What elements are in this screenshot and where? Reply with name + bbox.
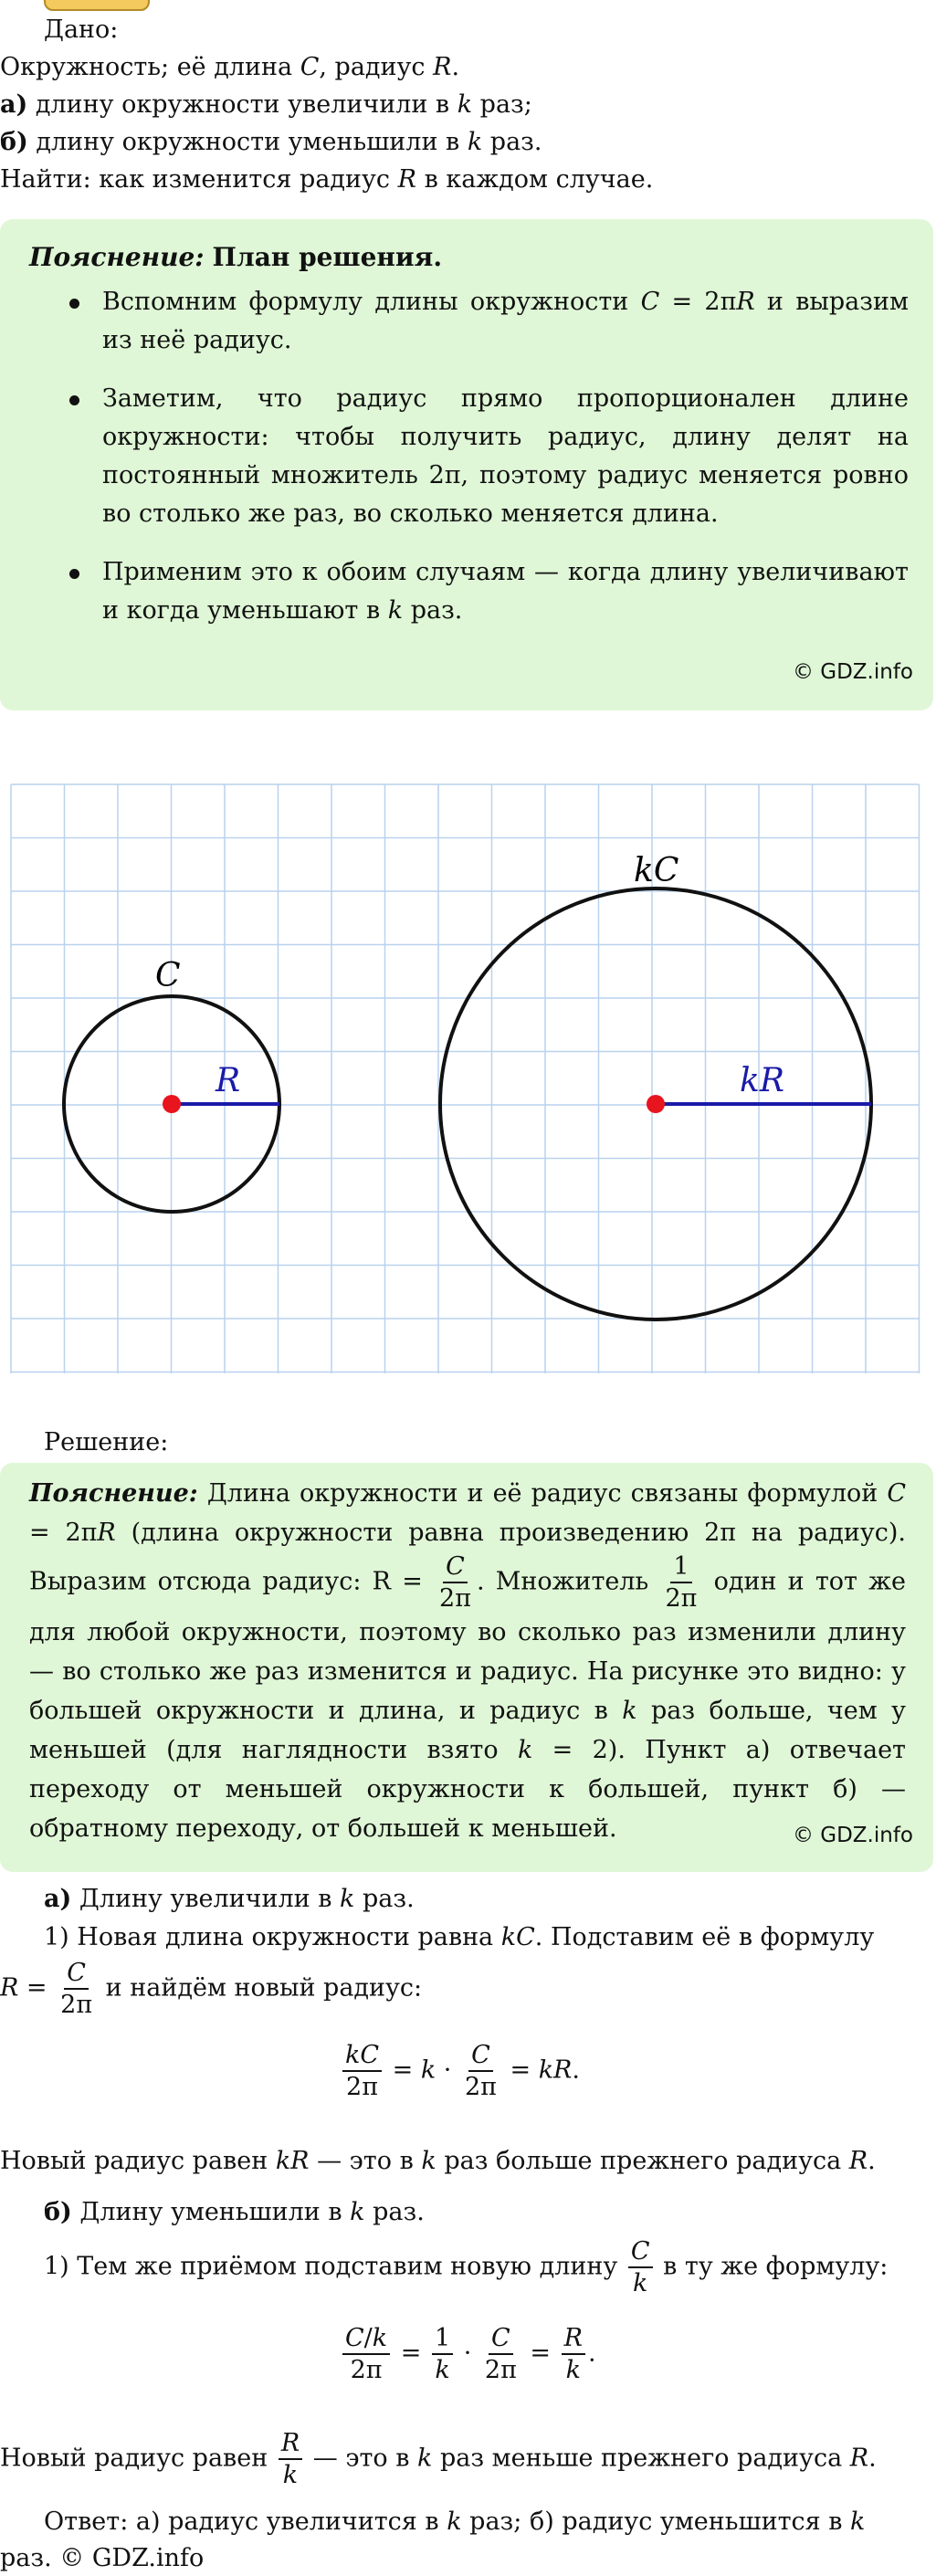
part-b-formula: $\frac{C/k}{2\pi}$ = $\frac{1}{k}$ · $\frac{C}{2\pi}$ = $\frac{R}{k}$ . — [340, 2324, 596, 2384]
explanation-credit: © GDZ.info — [792, 1824, 913, 1847]
small-circle-label: C — [155, 957, 181, 994]
given-line-1: Окружность; её длина C, радиус R. — [0, 53, 460, 81]
plan-credit: © GDZ.info — [792, 660, 913, 684]
part-b-heading: б) Длину уменьшили в k раз. — [44, 2198, 425, 2226]
given-line-b: б) длину окружности уменьшили в k раз. — [0, 128, 542, 156]
explanation-box — [0, 1463, 933, 1872]
find-line: Найти: как изменится радиус R в каждом случае. — [0, 165, 654, 194]
fraction-1-over-2pi: $\frac{1}{2\pi}$ — [665, 1552, 698, 1614]
circles-svg — [0, 772, 936, 1374]
part-b-step1: 1) Тем же приёмом подставим новую длину $\frac{C}{k}$ в ту же формулу: — [44, 2237, 889, 2298]
circles-figure — [0, 772, 936, 1374]
part-a-step1-line2: R = $\frac{C}{2\pi}$ и найдём новый радиус: — [0, 1959, 423, 2020]
explanation-text2b: . Множитель — [476, 1567, 649, 1596]
plan-list — [64, 283, 909, 650]
answer-line-1: Ответ: а) радиус увеличится в k раз; б) радиус уменьшится в k — [44, 2508, 866, 2536]
given-header: Дано: — [44, 16, 119, 44]
small-center-point — [163, 1095, 181, 1113]
plan-box — [0, 219, 933, 710]
part-b-conclusion: Новый радиус равен $\frac{R}{k}$ — это в k раз меньше прежнего радиуса R. — [0, 2429, 877, 2490]
plan-title: План решения. — [212, 242, 443, 272]
explanation-text2a: Выразим отсюда радиус: R = — [29, 1567, 423, 1596]
big-center-point — [647, 1095, 665, 1113]
solution-heading: Решение: — [44, 1428, 169, 1456]
given-section — [0, 11, 931, 198]
part-a-conclusion: Новый радиус равен kR — это в k раз больше прежнего радиуса R. — [0, 2147, 876, 2175]
plan-item-1: Вспомним формулу длины окружности C = 2πR и выразим из неё радиус. — [64, 283, 909, 360]
plan-item-3: Применим это к обоим случаям — когда длину увеличивают и когда уменьшают в k раз. — [64, 553, 909, 630]
big-circle-label: kC — [634, 852, 679, 889]
explanation-text: Пояснение: Длина окружности и её радиус связаны формулой C = 2πR (длина окружности равна произведению 2π на радиус). Выразим отсюда радиус: R = $\frac{C}{2\pi}$ . Множитель $\frac{1}{2\pi}$ один и тот же для любой окружности, поэтому во сколько раз изменили длину — во столько же раз изменится и радиус. На рисунке это видно: у большей окружности и длина, и радиус в k раз больше, чем у меньшей (для наглядности взято k = 2). Пункт а) отвечает переходу от меньшей окружности к большей, пункт б) — обратному переходу, от большей к меньшей. — [29, 1479, 906, 1844]
plan-label: Пояснение: — [29, 242, 205, 272]
part-a-step1-line1: 1) Новая длина окружности равна kC. Подставим её в формулу — [44, 1923, 875, 1951]
fraction-c-over-2pi: $\frac{C}{2\pi}$ — [439, 1552, 471, 1614]
explanation-label: Пояснение: — [29, 1479, 198, 1508]
plan-heading — [29, 239, 442, 277]
big-radius-label: kR — [740, 1062, 784, 1099]
given-line-a: а) длину окружности увеличили в k раз; — [0, 90, 532, 119]
part-a-formula: $\frac{kC}{2\pi}$ = k · $\frac{C}{2\pi}$ = kR. — [340, 2041, 580, 2101]
top-tab-fragment — [44, 0, 150, 11]
plan-item-2: Заметим, что радиус прямо пропорционален длине окружности: чтобы получить радиус, длину делят на постоянный множитель 2π, поэтому радиус меняется ровно во столько же раз, во сколько меняется длина. — [64, 380, 909, 533]
small-radius-label: R — [216, 1062, 241, 1099]
answer-line-2: раз. © GDZ.info — [0, 2544, 205, 2572]
part-a-heading: а) Длину увеличили в k раз. — [44, 1885, 415, 1913]
